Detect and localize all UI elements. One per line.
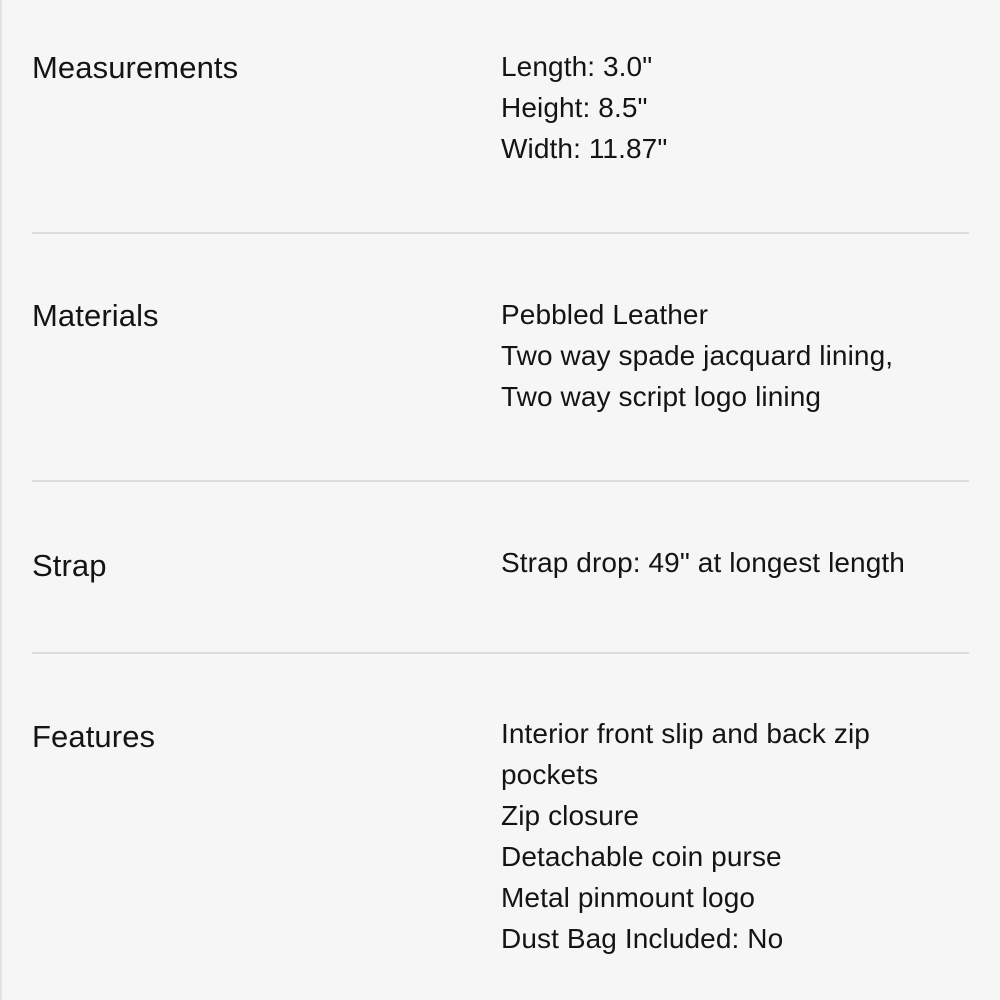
spec-values [501,294,969,417]
spec-value-line: Height: 8.5" [501,92,648,123]
spec-value-line: Pebbled Leather [501,299,709,330]
spec-value-line: Interior front slip and back zip [501,718,870,749]
spec-value-line: Width: 11.87" [501,133,668,164]
spec-value-line: Two way spade jacquard lining, [501,340,894,371]
spec-label: Measurements [32,50,239,85]
spec-label: Strap [32,548,107,583]
section-divider [32,652,969,654]
spec-values [501,542,969,583]
spec-values [501,713,969,959]
spec-value-line: Strap drop: 49" at longest length [501,547,905,578]
spec-value-line: Length: 3.0" [501,51,653,82]
spec-value-line: pockets [501,759,599,790]
spec-value-line: Metal pinmount logo [501,882,756,913]
panel-left-edge [0,0,2,1000]
spec-value-line: Dust Bag Included: No [501,923,784,954]
section-divider [32,480,969,482]
spec-values [501,46,969,169]
spec-value-line: Two way script logo lining [501,381,822,412]
spec-label: Materials [32,298,159,333]
section-divider [32,232,969,234]
spec-label: Features [32,719,156,754]
spec-value-line: Detachable coin purse [501,841,782,872]
spec-value-line: Zip closure [501,800,640,831]
